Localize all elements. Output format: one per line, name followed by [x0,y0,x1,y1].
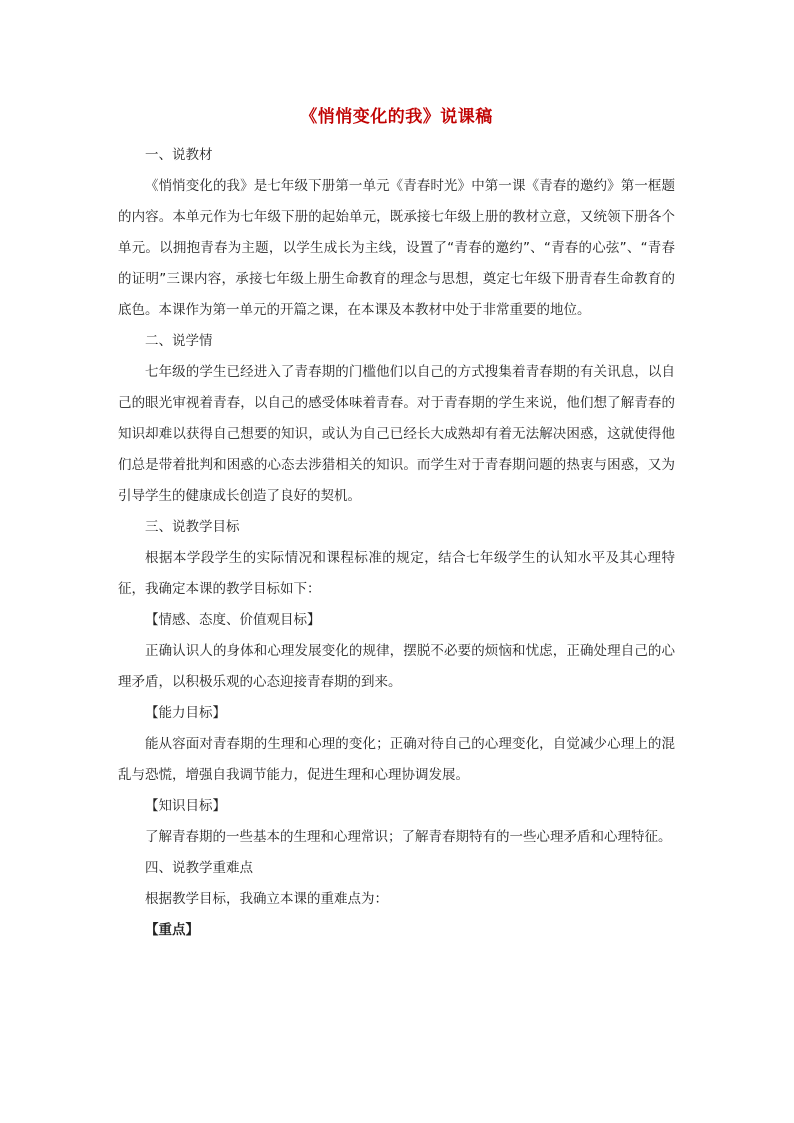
section-heading-textbook: 一、说教材 [145,147,213,163]
paragraph-goals-intro: 根据本学段学生的实际情况和课程标准的规定，结合七年级学生的认知水平及其心理特征，我确定本课的教学目标如下： [118,550,675,597]
key-point-label: 【重点】 [145,922,199,938]
document-body [118,104,675,946]
goal-label-emotion: 【情感、态度、价值观目标】 [145,612,321,628]
section-heading-key-points: 四、说教学重难点 [145,860,253,876]
paragraph-students: 七年级的学生已经进入了青春期的门槛他们以自己的方式搜集着青春期的有关讯息，以自己的眼光审视着青春，以自己的感受体味着青春。对于青春期的学生来说，他们想了解青春的知识却难以获得自己想要的知识，或认为自己已经长大成熟却有着无法解决困惑，这就使得他们总是带着批判和困惑的心态去涉猎相关的知识。而学生对于青春期问题的热衷与困惑，又为引导学生的健康成长创造了良好的契机。 [118,364,675,504]
document-title: 《悄悄变化的我》说课稿 [300,107,493,127]
goal-text-knowledge: 了解青春期的一些基本的生理和心理常识；了解青春期特有的一些心理矛盾和心理特征。 [145,829,672,845]
section-heading-students: 二、说学情 [145,333,213,349]
goal-label-ability: 【能力目标】 [145,705,226,721]
goal-text-emotion: 正确认识人的身体和心理发展变化的规律，摆脱不必要的烦恼和忧虑，正确处理自己的心理矛盾，以积极乐观的心态迎接青春期的到来。 [118,643,675,690]
paragraph-textbook: 《悄悄变化的我》是七年级下册第一单元《青春时光》中第一课《青春的邀约》第一框题的内容。本单元作为七年级下册的起始单元，既承接七年级上册的教材立意，又统领下册各个单元。以拥抱青春为主题，以学生成长为主线，设置了“青春的邀约”、“青春的心弦”、“青春的证明”三课内容，承接七年级上册生命教育的理念与思想，奠定七年级下册青春生命教育的底色。本课作为第一单元的开篇之课，在本课及本教材中处于非常重要的地位。 [118,178,675,318]
paragraph-key-points-intro: 根据教学目标，我确立本课的重难点为： [145,891,388,907]
section-heading-goals: 三、说教学目标 [145,519,240,535]
goal-label-knowledge: 【知识目标】 [145,798,226,814]
goal-text-ability: 能从容面对青春期的生理和心理的变化；正确对待自己的心理变化，自觉减少心理上的混乱与恐慌，增强自我调节能力，促进生理和心理协调发展。 [118,736,675,783]
